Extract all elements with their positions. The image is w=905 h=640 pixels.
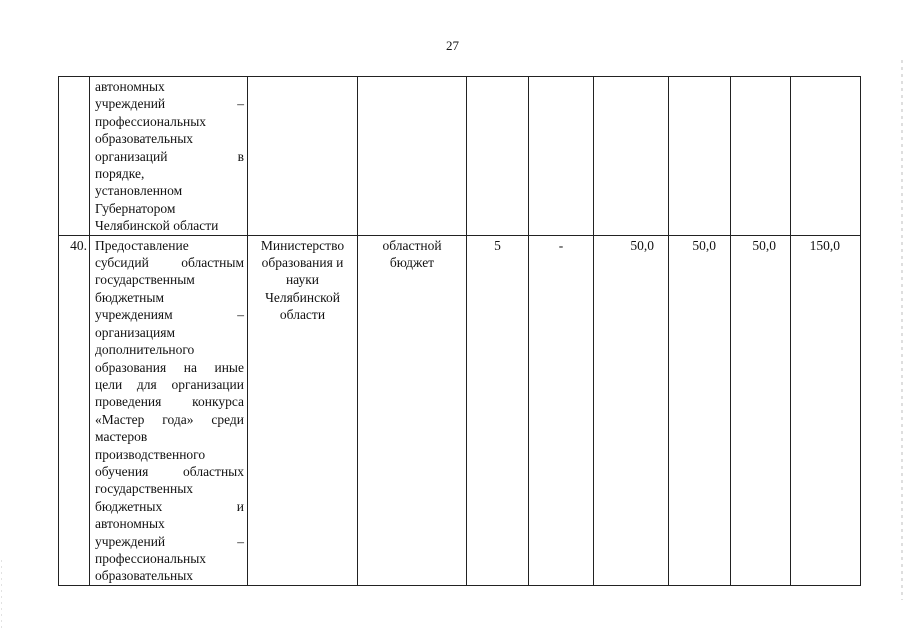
value-cell — [731, 77, 791, 236]
table-row-40 — [59, 235, 861, 585]
value-cell — [594, 77, 669, 236]
description-line: мастеров — [95, 429, 148, 445]
table-row-continuation — [59, 77, 861, 236]
scan-edge-artifact — [901, 60, 903, 600]
description-cell — [90, 235, 248, 585]
ministry-cell — [248, 235, 358, 585]
budget-source-line: бюджет — [389, 255, 435, 271]
page-number: 27 — [446, 38, 459, 53]
total-cell — [791, 77, 861, 236]
description-cell — [90, 77, 248, 236]
description-line: профессиональных — [95, 113, 207, 129]
description-line: Предоставление — [95, 237, 189, 253]
budget-source-cell — [358, 235, 467, 585]
total-cell: 150,0 — [791, 235, 861, 585]
dash-cell — [529, 77, 594, 236]
description-line: обучения областных — [95, 463, 244, 479]
value-cell-1: 50,0 — [594, 235, 669, 585]
description-line: порядке, — [95, 166, 145, 182]
code-cell: 5 — [467, 235, 529, 585]
description-line: образовательных — [95, 131, 194, 147]
description-line: учреждений – — [95, 533, 244, 549]
description-line: образования на иные — [95, 359, 244, 375]
description-line: образовательных — [95, 568, 194, 584]
budget-source-line: областной — [382, 237, 442, 253]
description-line: Губернатором — [95, 200, 176, 216]
ministry-line: Челябинской — [265, 289, 340, 305]
description-line: профессиональных — [95, 550, 207, 566]
ministry-line: науки — [285, 272, 320, 288]
description-line: бюджетным — [95, 289, 165, 305]
value-cell-3: 50,0 — [731, 235, 791, 585]
description-line: установленном — [95, 183, 183, 199]
description-line: цели для организации — [95, 376, 244, 392]
dash-cell: - — [529, 235, 594, 585]
description-line: Челябинской области — [95, 218, 219, 234]
description-line: бюджетных и — [95, 498, 244, 514]
description-line: дополнительного — [95, 342, 195, 358]
description-line: организаций в — [95, 148, 244, 164]
scan-edge-artifact — [1, 560, 2, 630]
description-line: государственным — [95, 272, 195, 288]
description-line: автономных — [95, 516, 165, 532]
description-line: организациям — [95, 324, 176, 340]
budget-source-cell — [358, 77, 467, 236]
ministry-line: Министерство — [260, 237, 345, 253]
row-number-cell — [59, 77, 90, 236]
description-line: государственных — [95, 481, 194, 497]
value-cell-2: 50,0 — [669, 235, 731, 585]
value-cell — [669, 77, 731, 236]
description-line: учреждениям – — [95, 307, 244, 323]
code-cell — [467, 77, 529, 236]
description-line: «Мастер года» среди — [95, 411, 244, 427]
ministry-line: области — [279, 307, 326, 323]
ministry-cell — [248, 77, 358, 236]
description-line: автономных — [95, 79, 165, 94]
budget-table — [58, 76, 861, 586]
description-line: учреждений – — [95, 96, 244, 112]
description-line: проведения конкурса — [95, 394, 244, 410]
description-line: производственного — [95, 446, 206, 462]
ministry-line: образования и — [261, 255, 344, 271]
description-line: субсидий областным — [95, 255, 244, 271]
row-number-cell: 40. — [59, 235, 90, 585]
